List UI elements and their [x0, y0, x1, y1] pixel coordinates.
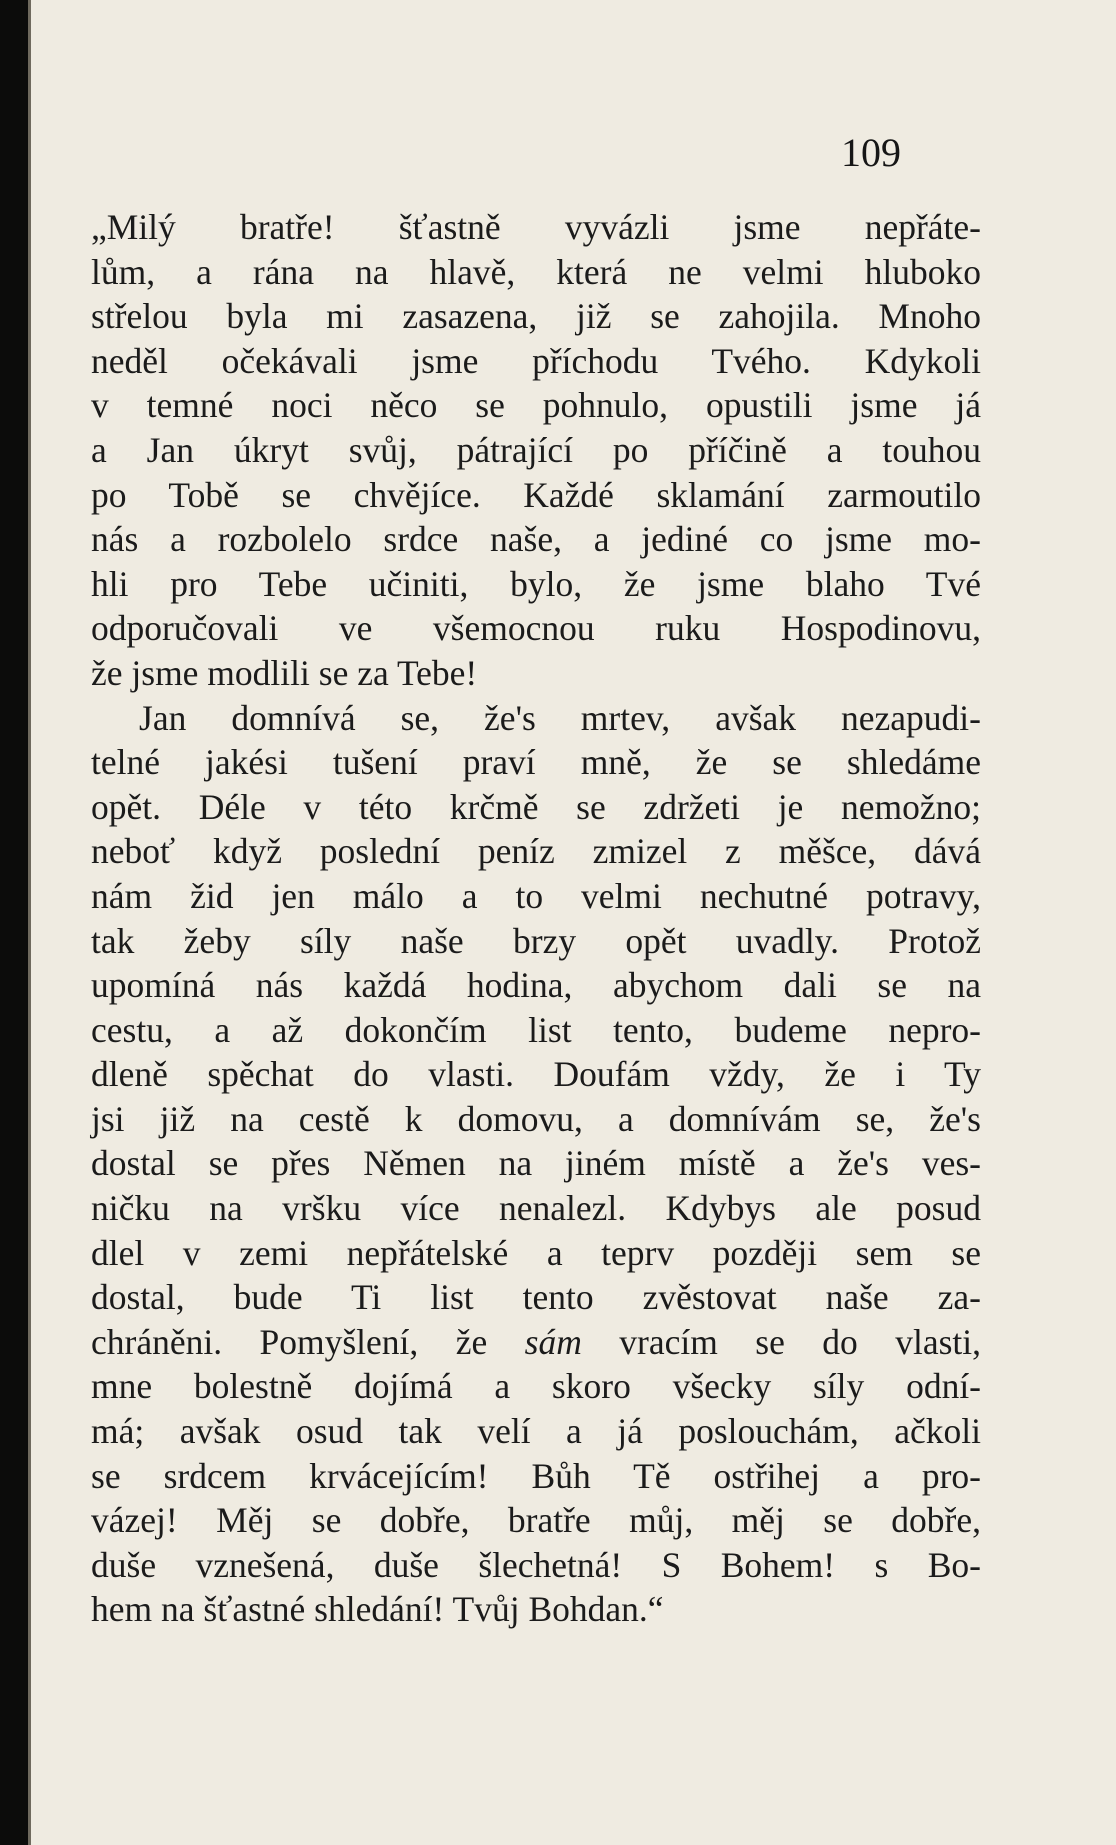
text-line: neboť když poslední peníz zmizel z měšce, dává: [91, 831, 981, 872]
text-line: neděl očekávali jsme příchodu Tvého. Kdykoli: [91, 340, 981, 381]
text-line: upomíná nás každá hodina, abychom dali se na: [91, 965, 981, 1006]
text-line: že jsme modlili se za Tebe!: [91, 652, 478, 693]
text-line: a Jan úkryt svůj, pátrající po příčině a touhou: [91, 429, 981, 470]
text-line-paragraph-start: Jan domnívá se, že's mrtev, avšak nezapudi-: [139, 697, 981, 738]
text-line: odporučovali ve všemocnou ruku Hospodinovu,: [91, 608, 981, 649]
text-line: se srdcem krvácejícím! Bůh Tě ostřihej a pro-: [91, 1455, 981, 1496]
text-line: nám žid jen málo a to velmi nechutné potravy,: [91, 875, 981, 916]
text-line: hem na šťastné shledání! Tvůj Bohdan.“: [91, 1589, 664, 1630]
text-line: má; avšak osud tak velí a já poslouchám, ačkoli: [91, 1411, 981, 1452]
text-line: „Milý bratře! šťastně vyvázli jsme nepřáte-: [91, 207, 981, 247]
text-line: nás a rozbolelo srdce naše, a jediné co jsme mo-: [91, 519, 981, 560]
text-line: ničku na vršku více nenalezl. Kdybys ale posud: [91, 1188, 981, 1229]
page-number: 109: [841, 130, 901, 175]
text-line: dleně spěchat do vlasti. Doufám vždy, že i Ty: [91, 1054, 981, 1095]
text-line: hli pro Tebe učiniti, bylo, že jsme blaho Tvé: [91, 563, 981, 604]
text-line: jsi již na cestě k domovu, a domnívám se, že's: [91, 1098, 981, 1139]
text-line-with-italic: [91, 1320, 981, 1365]
text-line: dostal se přes Němen na jiném místě a že's ves-: [91, 1143, 981, 1184]
text-line: telné jakési tušení praví mně, že se shledáme: [91, 742, 981, 783]
text-segment: vracím se do vlasti,: [581, 1321, 982, 1362]
text-line: opět. Déle v této krčmě se zdržeti je nemožno;: [91, 786, 981, 827]
text-line: střelou byla mi zasazena, již se zahojila. Mnoho: [91, 296, 981, 337]
text-line: lům, a rána na hlavě, která ne velmi hluboko: [91, 251, 981, 292]
text-line: cestu, a až dokončím list tento, budeme nepro-: [91, 1009, 981, 1050]
letter-text: [91, 205, 981, 1632]
italic-word: sám: [524, 1321, 582, 1362]
text-line: duše vznešená, duše šlechetná! S Bohem! s Bo-: [91, 1544, 981, 1585]
text-segment: chráněni. Pomyšlení, že: [91, 1321, 525, 1362]
text-line: dostal, bude Ti list tento zvěstovat naše za-: [91, 1277, 981, 1318]
text-line: tak žeby síly naše brzy opět uvadly. Protož: [91, 920, 981, 961]
text-line: v temné noci něco se pohnulo, opustili jsme já: [91, 385, 981, 426]
text-line: mne bolestně dojímá a skoro všecky síly odní-: [91, 1366, 981, 1407]
text-line: po Tobě se chvějíce. Každé sklamání zarmoutilo: [91, 474, 981, 515]
book-page: [28, 0, 1116, 1845]
text-line: dlel v zemi nepřátelské a teprv později sem se: [91, 1232, 981, 1273]
text-line: vázej! Měj se dobře, bratře můj, měj se dobře,: [91, 1500, 981, 1541]
